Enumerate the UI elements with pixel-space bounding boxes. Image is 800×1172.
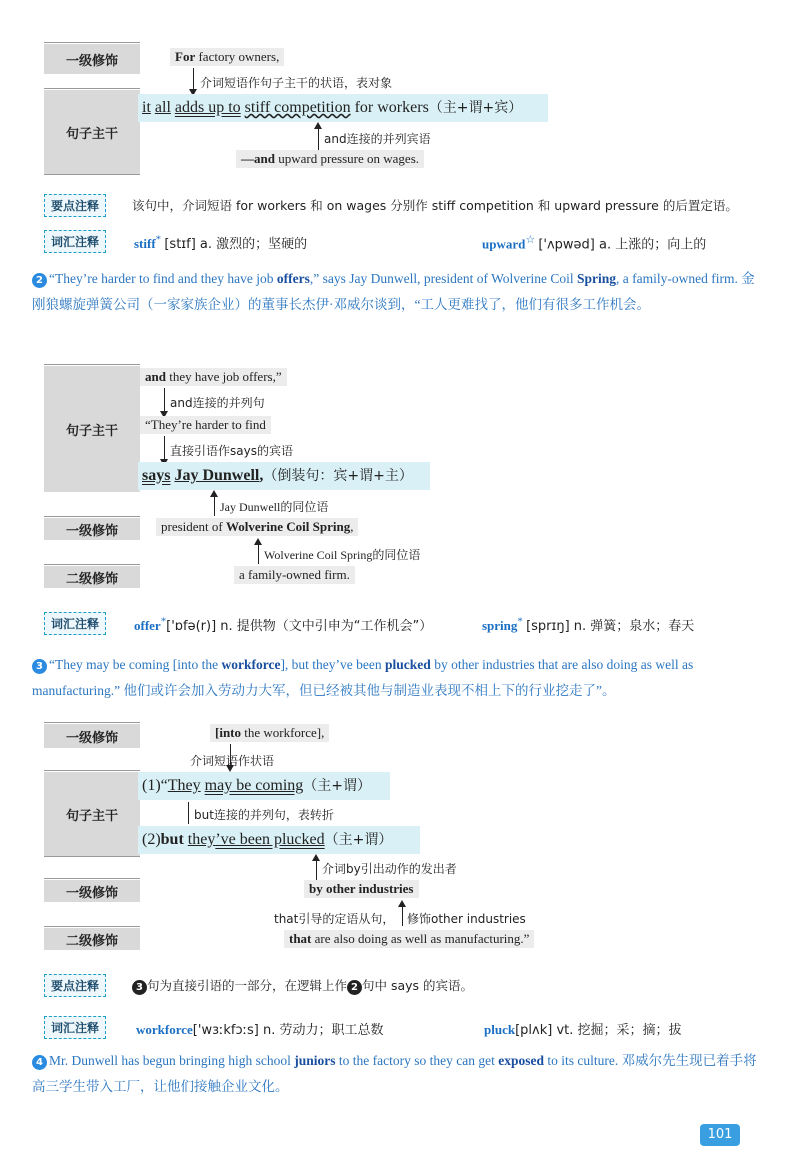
agent-phrase: by other industries (304, 880, 419, 898)
page-number: 101 (700, 1124, 740, 1146)
paragraph-3: 3 “They may be coming [into the workforce], but they’ve been plucked by other industries that are also doing as well as manufacturing.” 他们或许会加入劳动力大军，但已经被其他与制造业表现不相上下的行业挖走了”。 (32, 657, 694, 698)
appositive-2: a family-owned firm. (234, 566, 355, 584)
connector-line (188, 802, 189, 824)
rule (44, 564, 140, 565)
key-note-tag: 要点注释 (44, 194, 106, 217)
main-clause: it all adds up to stiff competition for workers（主+谓+宾） (142, 99, 523, 116)
vocab-entry: workforce['wɜːkfɔːs] n. 劳动力；职工总数 (136, 1022, 384, 1038)
rule (44, 770, 140, 771)
rule (44, 878, 140, 879)
vocab-entry: spring* [sprɪŋ] n. 弹簧；泉水；春天 (482, 615, 695, 634)
paragraph-2: 2 “They’re harder to find and they have job offers,” says Jay Dunwell, president of Wolverine Coil Spring, a family-owned firm. 金刚狼螺旋弹簧公司（一家家族企业）的董事长杰伊·邓威尔谈到，“工人更难找了，他们有很多工作机会。 (32, 271, 755, 312)
annotation: Jay Dunwell的同位语 (220, 500, 329, 514)
main-clause-1: (1)“They may be coming（主+谓） (142, 777, 372, 794)
vocab-entry: pluck[plʌk] vt. 挖掘；采；摘；拔 (484, 1022, 682, 1038)
label-level2: 二级修饰 (44, 566, 140, 588)
number-badge: 4 (32, 1055, 47, 1070)
main-clause-2: (2)but they’ve been plucked（主+谓） (142, 831, 393, 848)
rule (44, 88, 140, 89)
vocab-tag: 词汇注释 (44, 230, 106, 253)
modifier-phrase: For factory owners, (170, 48, 284, 66)
label-level2: 二级修饰 (44, 928, 140, 950)
rule (44, 42, 140, 43)
vocab-tag: 词汇注释 (44, 1016, 106, 1039)
paragraph-4: 4 Mr. Dunwell has begun bringing high school juniors to the factory so they can get exposed to its culture. 邓威尔先生现已着手将高三学生带入工厂，让他们接触企业文化。 (32, 1053, 757, 1094)
arrow (214, 496, 215, 516)
rule (44, 856, 140, 857)
rule (44, 174, 140, 175)
rule (44, 926, 140, 927)
annotation: but连接的并列句，表转折 (194, 808, 334, 822)
annotation: 介词by引出动作的发出者 (322, 862, 457, 876)
arrow (164, 436, 165, 460)
annotation: that引导的定语从句， (274, 912, 395, 926)
vocab-entry: upward☆ ['ʌpwəd] a. 上涨的；向上的 (482, 234, 707, 253)
annotation: and连接的并列句 (170, 396, 265, 410)
number-badge: 2 (32, 273, 47, 288)
arrow (316, 860, 317, 880)
annotation: 直接引语作says的宾语 (170, 444, 293, 458)
quoted-clause: “They’re harder to find (140, 416, 271, 434)
key-note-text: 3 句为直接引语的一部分，在逻辑上作 2 句中 says 的宾语。 (132, 976, 473, 995)
main-clause: says Jay Dunwell,（倒装句：宾+谓+主） (142, 467, 413, 484)
label-main: 句子主干 (44, 772, 140, 856)
key-note-text: 该句中，介词短语 for workers 和 on wages 分别作 stiff competition 和 upward pressure 的后置定语。 (132, 198, 738, 213)
rule (44, 516, 140, 517)
annotation: 介词短语作状语 (190, 754, 275, 768)
relative-clause: that are also doing as well as manufacturing.” (284, 930, 534, 948)
arrow (193, 68, 194, 90)
vocab-entry: offer*['ɒfə(r)] n. 提供物（文中引申为“工作机会”） (134, 615, 433, 634)
appositive: president of Wolverine Coil Spring, (156, 518, 358, 536)
label-main: 句子主干 (44, 366, 140, 492)
label-level1: 一级修饰 (44, 44, 140, 74)
annotation: 介词短语作句子主干的状语，表对象 (200, 76, 393, 90)
rule (44, 722, 140, 723)
number-badge: 3 (32, 659, 47, 674)
label-main: 句子主干 (44, 90, 140, 174)
rule (44, 364, 140, 365)
coordinate-clause: and they have job offers,” (140, 368, 287, 386)
arrow (164, 388, 165, 412)
arrow (318, 128, 319, 150)
vocab-entry: stiff* [stɪf] a. 激烈的；坚硬的 (134, 233, 308, 252)
annotation: 修饰other industries (407, 912, 526, 926)
label-level1: 一级修饰 (44, 518, 140, 540)
label-level1: 一级修饰 (44, 880, 140, 902)
label-level1: 一级修饰 (44, 724, 140, 748)
annotation: Wolverine Coil Spring的同位语 (264, 548, 421, 562)
coordinate-object: —and upward pressure on wages. (236, 150, 424, 168)
vocab-tag: 词汇注释 (44, 612, 106, 635)
annotation: and连接的并列宾语 (324, 132, 431, 146)
arrow (258, 544, 259, 564)
arrow (402, 906, 403, 926)
key-note-tag: 要点注释 (44, 974, 106, 997)
modifier-phrase: [into the workforce], (210, 724, 329, 742)
